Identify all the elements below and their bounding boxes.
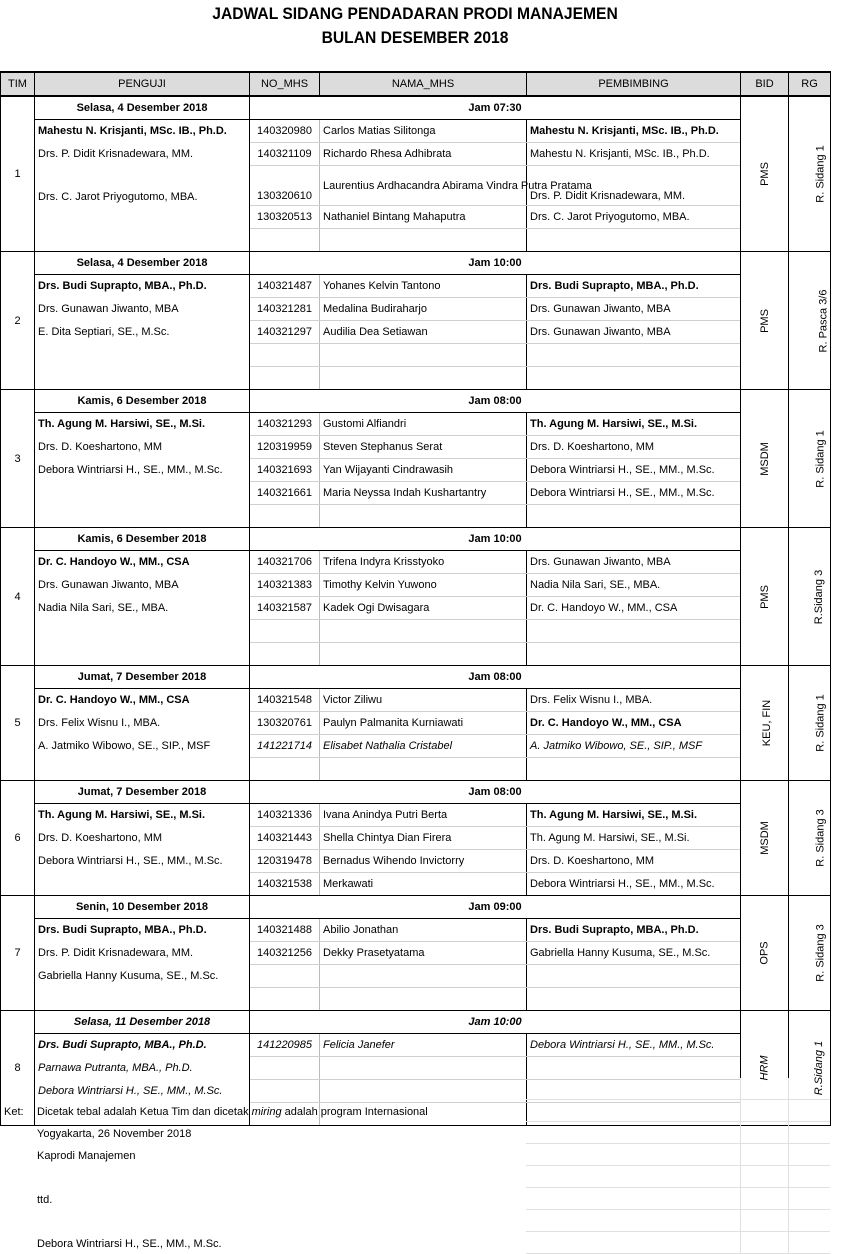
student-number: 130320610: [250, 166, 320, 206]
table-row: [1, 1034, 831, 1057]
table-header-row: [1, 72, 831, 96]
notes-text: [37, 1105, 428, 1119]
student-name: [320, 620, 527, 643]
student-number: [250, 988, 320, 1011]
examiner: Drs. Budi Suprapto, MBA., Ph.D.: [35, 1034, 250, 1057]
team-number: 2: [1, 252, 35, 390]
table-row: [1, 919, 831, 942]
table-row: [1, 229, 831, 252]
student-number: [250, 505, 320, 528]
student-number: 140321548: [250, 689, 320, 712]
table-row: [1, 166, 831, 206]
table-row: [1, 413, 831, 436]
field-bid: [741, 252, 789, 390]
team-number: 1: [1, 96, 35, 252]
session-time: Jam 10:00: [250, 252, 741, 275]
session-date: Jumat, 7 Desember 2018: [35, 781, 250, 804]
student-number: 140321538: [250, 873, 320, 896]
place-date: Yogyakarta, 26 November 2018: [37, 1128, 192, 1140]
room-label: R. Sidang 3: [814, 809, 827, 867]
schedule-body: [1, 72, 831, 1126]
team-number: 4: [1, 528, 35, 666]
student-name: Carlos Matias Silitonga: [320, 120, 527, 143]
supervisor: [527, 229, 741, 252]
student-number: [250, 229, 320, 252]
table-row: [1, 120, 831, 143]
table-row: [1, 804, 831, 827]
table-row: [1, 942, 831, 965]
student-number: 140321281: [250, 298, 320, 321]
room-label: R.Sidang 3: [813, 569, 826, 624]
notes-text-italic: miring: [251, 1106, 282, 1118]
team-header-row: [1, 666, 831, 689]
examiner: [35, 206, 250, 229]
student-name: Victor Ziliwu: [320, 689, 527, 712]
supervisor: [527, 1103, 741, 1126]
header-bid: BID: [741, 72, 789, 96]
student-name: Laurentius Ardhacandra Abirama Vindra Putra Pratama: [320, 166, 527, 206]
room: [789, 666, 831, 781]
signer-name: Debora Wintriarsi H., SE., MM., M.Sc.: [37, 1238, 222, 1250]
table-row: [1, 712, 831, 735]
field-bid-label: MSDM: [758, 821, 771, 855]
field-bid-label: PMS: [758, 162, 771, 186]
student-name: [320, 367, 527, 390]
student-name: Maria Neyssa Indah Kushartantry: [320, 482, 527, 505]
student-name: Audilia Dea Setiawan: [320, 321, 527, 344]
document-subtitle: BULAN DESEMBER 2018: [321, 28, 509, 47]
supervisor: Drs. Budi Suprapto, MBA., Ph.D.: [527, 275, 741, 298]
student-name: Shella Chintya Dian Firera: [320, 827, 527, 850]
field-bid-label: MSDM: [758, 441, 771, 476]
examiner: Drs. Gunawan Jiwanto, MBA: [35, 298, 250, 321]
room-label: R. Sidang 3: [814, 924, 827, 982]
student-number: 140321706: [250, 551, 320, 574]
room: [789, 896, 831, 1011]
team-header-row: [1, 896, 831, 919]
grid-line: [526, 1165, 830, 1166]
examiner: Debora Wintriarsi H., SE., MM., M.Sc.: [35, 459, 250, 482]
student-name: Felicia Janefer: [320, 1034, 527, 1057]
session-date: Jumat, 7 Desember 2018: [35, 666, 250, 689]
student-number: 140320980: [250, 120, 320, 143]
room: [789, 1011, 831, 1126]
student-name: [320, 505, 527, 528]
table-row: [1, 551, 831, 574]
table-row: [1, 758, 831, 781]
room: [789, 252, 831, 390]
supervisor: Drs. Budi Suprapto, MBA., Ph.D.: [527, 919, 741, 942]
notes-label: Ket:: [4, 1106, 24, 1118]
supervisor: Debora Wintriarsi H., SE., MM., M.Sc.: [527, 873, 741, 896]
field-bid-label: PMS: [758, 308, 771, 333]
grid-line: [788, 1078, 789, 1254]
team-header-row: [1, 390, 831, 413]
student-name: Gustomi Alfiandri: [320, 413, 527, 436]
student-number: 140321383: [250, 574, 320, 597]
student-number: [250, 344, 320, 367]
student-number: [250, 758, 320, 781]
session-date: Selasa, 4 Desember 2018: [35, 252, 250, 275]
table-row: [1, 574, 831, 597]
supervisor: Drs. D. Koeshartono, MM: [527, 436, 741, 459]
supervisor: Drs. Gunawan Jiwanto, MBA: [527, 551, 741, 574]
supervisor: Th. Agung M. Harsiwi, SE., M.Si.: [527, 804, 741, 827]
examiner: Dr. C. Handoyo W., MM., CSA: [35, 551, 250, 574]
field-bid: [741, 781, 789, 896]
student-name: [320, 1057, 527, 1080]
supervisor: Dr. C. Handoyo W., MM., CSA: [527, 597, 741, 620]
session-date: Selasa, 11 Desember 2018: [35, 1011, 250, 1034]
examiner: [35, 344, 250, 367]
table-row: [1, 344, 831, 367]
supervisor: Debora Wintriarsi H., SE., MM., M.Sc.: [527, 459, 741, 482]
table-row: [1, 275, 831, 298]
room-label: R. Sidang 1: [814, 694, 827, 752]
table-row: [1, 689, 831, 712]
supervisor: Th. Agung M. Harsiwi, SE., M.Si.: [527, 413, 741, 436]
session-time: Jam 09:00: [250, 896, 741, 919]
examiner: Mahestu N. Krisjanti, MSc. IB., Ph.D.: [35, 120, 250, 143]
supervisor: A. Jatmiko Wibowo, SE., SIP., MSF: [527, 735, 741, 758]
supervisor: Debora Wintriarsi H., SE., MM., M.Sc.: [527, 482, 741, 505]
supervisor: Drs. D. Koeshartono, MM: [527, 850, 741, 873]
session-time: Jam 08:00: [250, 390, 741, 413]
student-name: Nathaniel Bintang Mahaputra: [320, 206, 527, 229]
student-name: [320, 229, 527, 252]
examiner: [35, 620, 250, 643]
student-name: [320, 643, 527, 666]
supervisor: [527, 367, 741, 390]
examiner: Drs. C. Jarot Priyogutomo, MBA.: [35, 166, 250, 206]
student-name: [320, 965, 527, 988]
student-name: [320, 758, 527, 781]
student-number: 140321336: [250, 804, 320, 827]
session-time: Jam 08:00: [250, 666, 741, 689]
examiner: [35, 367, 250, 390]
examiner: Nadia Nila Sari, SE., MBA.: [35, 597, 250, 620]
supervisor: Drs. Gunawan Jiwanto, MBA: [527, 298, 741, 321]
supervisor: Gabriella Hanny Kusuma, SE., M.Sc.: [527, 942, 741, 965]
supervisor: [527, 988, 741, 1011]
supervisor: Debora Wintriarsi H., SE., MM., M.Sc.: [527, 1034, 741, 1057]
session-time: Jam 10:00: [250, 1011, 741, 1034]
examiner: A. Jatmiko Wibowo, SE., SIP., MSF: [35, 735, 250, 758]
student-number: [250, 643, 320, 666]
supervisor: [527, 344, 741, 367]
examiner: Drs. D. Koeshartono, MM: [35, 436, 250, 459]
field-bid: [741, 96, 789, 252]
field-bid: [741, 528, 789, 666]
student-number: 140321488: [250, 919, 320, 942]
examiner: [35, 988, 250, 1011]
student-name: Timothy Kelvin Yuwono: [320, 574, 527, 597]
supervisor: Th. Agung M. Harsiwi, SE., M.Si.: [527, 827, 741, 850]
examiner: Drs. P. Didit Krisnadewara, MM.: [35, 942, 250, 965]
examiner: Drs. Budi Suprapto, MBA., Ph.D.: [35, 275, 250, 298]
room: [789, 781, 831, 896]
room: [789, 528, 831, 666]
examiner: Drs. Budi Suprapto, MBA., Ph.D.: [35, 919, 250, 942]
team-header-row: [1, 1011, 831, 1034]
student-name: Yohanes Kelvin Tantono: [320, 275, 527, 298]
table-row: [1, 482, 831, 505]
supervisor: Drs. P. Didit Krisnadewara, MM.: [527, 166, 741, 206]
signature-mark: ttd.: [37, 1194, 53, 1206]
room-label: R. Sidang 1: [814, 145, 827, 203]
table-row: [1, 735, 831, 758]
supervisor: Mahestu N. Krisjanti, MSc. IB., Ph.D.: [527, 120, 741, 143]
examiner: [35, 505, 250, 528]
student-name: Kadek Ogi Dwisagara: [320, 597, 527, 620]
student-number: 140321297: [250, 321, 320, 344]
document-title: JADWAL SIDANG PENDADARAN PRODI MANAJEMEN: [212, 4, 618, 23]
grid-line: [526, 1187, 830, 1188]
examiner: Dr. C. Handoyo W., MM., CSA: [35, 689, 250, 712]
table-row: [1, 827, 831, 850]
student-number: 140321109: [250, 143, 320, 166]
supervisor: [527, 505, 741, 528]
field-bid-label: OPS: [758, 941, 771, 965]
table-row: [1, 206, 831, 229]
session-time: Jam 10:00: [250, 528, 741, 551]
session-date: Senin, 10 Desember 2018: [35, 896, 250, 919]
student-number: [250, 367, 320, 390]
field-bid-label: HRM: [758, 1055, 771, 1081]
session-time: Jam 08:00: [250, 781, 741, 804]
student-number: [250, 965, 320, 988]
field-bid: [741, 896, 789, 1011]
table-row: [1, 965, 831, 988]
student-number: 140321693: [250, 459, 320, 482]
field-bid-label: KEU, FIN: [761, 699, 774, 747]
supervisor: Drs. C. Jarot Priyogutomo, MBA.: [527, 206, 741, 229]
grid-line: [526, 1099, 830, 1100]
student-number: 130320761: [250, 712, 320, 735]
table-row: [1, 321, 831, 344]
student-number: 140321256: [250, 942, 320, 965]
team-header-row: [1, 96, 831, 120]
examiner: Debora Wintriarsi H., SE., MM., M.Sc.: [35, 1080, 250, 1103]
schedule-table: [0, 71, 831, 1126]
examiner: Drs. D. Koeshartono, MM: [35, 827, 250, 850]
student-name: Trifena Indyra Krisstyoko: [320, 551, 527, 574]
room-label: R. Pasca 3/6: [817, 289, 830, 352]
supervisor: [527, 643, 741, 666]
table-row: [1, 597, 831, 620]
table-row: [1, 643, 831, 666]
student-name: Merkawati: [320, 873, 527, 896]
student-name: [320, 988, 527, 1011]
team-number: 3: [1, 390, 35, 528]
student-name: [320, 344, 527, 367]
session-date: Kamis, 6 Desember 2018: [35, 390, 250, 413]
student-number: 130320513: [250, 206, 320, 229]
table-row: [1, 436, 831, 459]
notes-text-part1: Dicetak tebal adalah Ketua Tim dan dicetak: [37, 1106, 252, 1118]
student-name: [320, 1080, 527, 1103]
supervisor: Drs. Gunawan Jiwanto, MBA: [527, 321, 741, 344]
grid-line: [740, 1078, 741, 1254]
examiner: [35, 643, 250, 666]
examiner: Th. Agung M. Harsiwi, SE., M.Si.: [35, 804, 250, 827]
team-number: 8: [1, 1011, 35, 1126]
header-pembimbing: PEMBIMBING: [527, 72, 741, 96]
supervisor: [527, 1057, 741, 1080]
examiner: Debora Wintriarsi H., SE., MM., M.Sc.: [35, 850, 250, 873]
examiner: [35, 229, 250, 252]
session-time: Jam 07:30: [250, 96, 741, 120]
student-number: 140321661: [250, 482, 320, 505]
header-rg: RG: [789, 72, 831, 96]
supervisor: Dr. C. Handoyo W., MM., CSA: [527, 712, 741, 735]
examiner: Parnawa Putranta, MBA., Ph.D.: [35, 1057, 250, 1080]
grid-line: [526, 1231, 830, 1232]
table-row: [1, 1057, 831, 1080]
student-number: 140321443: [250, 827, 320, 850]
room-label: R. Sidang 1: [814, 429, 827, 488]
signer-position: Kaprodi Manajemen: [37, 1150, 136, 1162]
student-name: Steven Stephanus Serat: [320, 436, 527, 459]
grid-line: [526, 1143, 830, 1144]
student-name: Medalina Budiraharjo: [320, 298, 527, 321]
student-number: [250, 620, 320, 643]
team-number: 7: [1, 896, 35, 1011]
student-number: 120319959: [250, 436, 320, 459]
student-number: 140321487: [250, 275, 320, 298]
student-name: Elisabet Nathalia Cristabel: [320, 735, 527, 758]
examiner: [35, 758, 250, 781]
examiner: Drs. Felix Wisnu I., MBA.: [35, 712, 250, 735]
field-bid-label: PMS: [758, 584, 771, 609]
room: [789, 96, 831, 252]
grid-line: [526, 1209, 830, 1210]
student-number: [250, 1057, 320, 1080]
session-date: Selasa, 4 Desember 2018: [35, 96, 250, 120]
table-row: [1, 367, 831, 390]
header-nama-mhs: NAMA_MHS: [320, 72, 527, 96]
student-name: Richardo Rhesa Adhibrata: [320, 143, 527, 166]
examiner: Gabriella Hanny Kusuma, SE., M.Sc.: [35, 965, 250, 988]
table-row: [1, 459, 831, 482]
student-name: Ivana Anindya Putri Berta: [320, 804, 527, 827]
table-row: [1, 850, 831, 873]
supervisor: [527, 758, 741, 781]
student-number: 140321587: [250, 597, 320, 620]
student-name: Yan Wijayanti Cindrawasih: [320, 459, 527, 482]
examiner: [35, 873, 250, 896]
student-number: 140321293: [250, 413, 320, 436]
student-number: [250, 1080, 320, 1103]
team-header-row: [1, 528, 831, 551]
table-row: [1, 873, 831, 896]
student-name: Bernadus Wihendo Invictorry: [320, 850, 527, 873]
student-number: 141220985: [250, 1034, 320, 1057]
field-bid: [741, 1011, 789, 1126]
examiner: Drs. P. Didit Krisnadewara, MM.: [35, 143, 250, 166]
table-row: [1, 143, 831, 166]
room-label: R.Sidang 1: [813, 1040, 826, 1096]
team-number: 6: [1, 781, 35, 896]
team-header-row: [1, 252, 831, 275]
examiner: E. Dita Septiari, SE., M.Sc.: [35, 321, 250, 344]
supervisor: [527, 620, 741, 643]
table-row: [1, 620, 831, 643]
team-header-row: [1, 781, 831, 804]
examiner: [35, 482, 250, 505]
header-tim: TIM: [1, 72, 35, 96]
field-bid: [741, 666, 789, 781]
student-number: 141221714: [250, 735, 320, 758]
team-number: 5: [1, 666, 35, 781]
student-name: Abilio Jonathan: [320, 919, 527, 942]
examiner: Drs. Gunawan Jiwanto, MBA: [35, 574, 250, 597]
table-row: [1, 505, 831, 528]
student-name: Dekky Prasetyatama: [320, 942, 527, 965]
supervisor: Drs. Felix Wisnu I., MBA.: [527, 689, 741, 712]
header-no-mhs: NO_MHS: [250, 72, 320, 96]
supervisor: [527, 965, 741, 988]
supervisor: Mahestu N. Krisjanti, MSc. IB., Ph.D.: [527, 143, 741, 166]
grid-line: [526, 1121, 830, 1122]
student-number: 120319478: [250, 850, 320, 873]
header-penguji: PENGUJI: [35, 72, 250, 96]
room: [789, 390, 831, 528]
session-date: Kamis, 6 Desember 2018: [35, 528, 250, 551]
table-row: [1, 988, 831, 1011]
supervisor: Nadia Nila Sari, SE., MBA.: [527, 574, 741, 597]
notes-text-part2: adalah program Internasional: [281, 1106, 428, 1118]
student-name: Paulyn Palmanita Kurniawati: [320, 712, 527, 735]
table-row: [1, 298, 831, 321]
examiner: Th. Agung M. Harsiwi, SE., M.Si.: [35, 413, 250, 436]
field-bid: [741, 390, 789, 528]
